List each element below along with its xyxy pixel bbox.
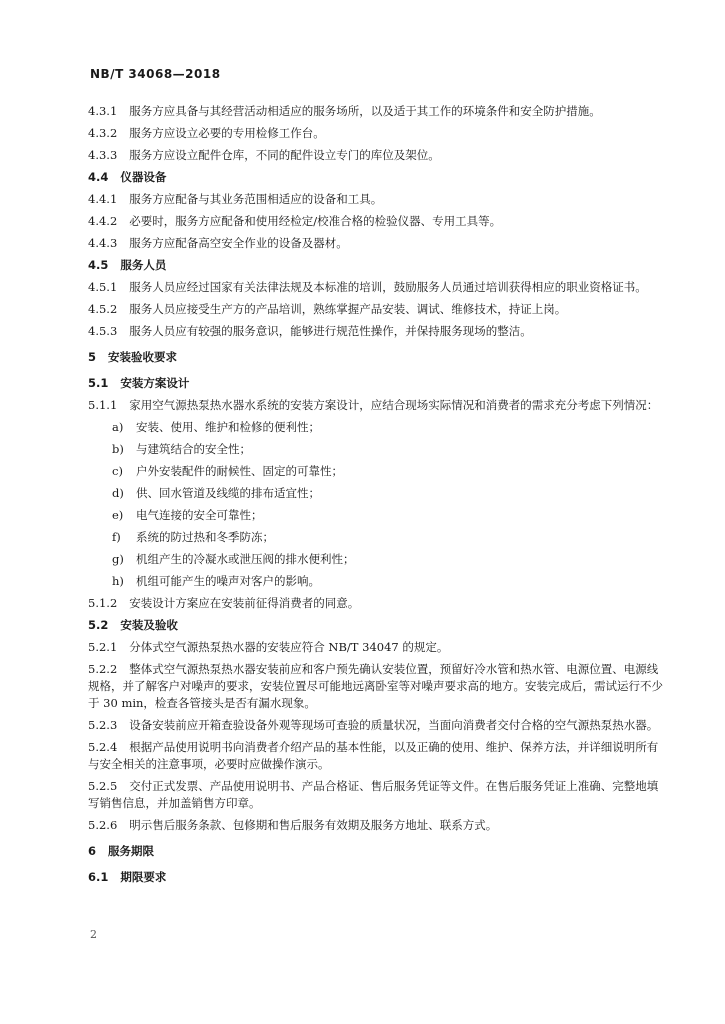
chapter-6-heading: 6 服务期限 <box>88 844 155 858</box>
document-body <box>88 103 668 891</box>
section-6-1-heading: 6.1 期限要求 <box>88 870 167 884</box>
clause-4-4-1: 4.4.1 服务方应配备与其业务范围相适应的设备和工具。 <box>88 192 383 206</box>
list-item: a) 安装、使用、维护和检修的便利性； <box>112 420 320 434</box>
standard-code-header: NB/T 34068—2018 <box>90 67 221 81</box>
list-item: d) 供、回水管道及线缆的排布适宜性； <box>112 486 320 500</box>
clause-5-1-2: 5.1.2 安装设计方案应在安装前征得消费者的同意。 <box>88 596 360 610</box>
list-item: c) 户外安装配件的耐候性、固定的可靠性； <box>112 464 343 478</box>
clause-4-4-2: 4.4.2 必要时，服务方应配备和使用经检定/校准合格的检验仪器、专用工具等。 <box>88 214 502 228</box>
list-item: f) 系统的防过热和冬季防冻； <box>112 530 274 544</box>
chapter-5-heading: 5 安装验收要求 <box>88 350 178 364</box>
section-4-5-heading: 4.5 服务人员 <box>88 258 167 272</box>
list-item: e) 电气连接的安全可靠性； <box>112 508 263 522</box>
section-5-1-heading: 5.1 安装方案设计 <box>88 376 190 390</box>
list-item: h) 机组可能产生的噪声对客户的影响。 <box>112 574 320 588</box>
clause-5-2-3: 5.2.3 设备安装前应开箱查验设备外观等现场可查验的质量状况，当面向消费者交付合格的空气源热泵热水器。 <box>88 718 659 732</box>
clause-5-2-2: 5.2.2 整体式空气源热泵热水器安装前应和客户预先确认安装位置，预留好冷水管和热水管、电源位置、电源线规格，并了解客户对噪声的要求，安装位置尽可能地远离卧室等对噪声要求高的地方。安装完成后，需试运行不少于 30 min，检查各管接头是否有漏水现象。 <box>88 662 663 710</box>
clause-5-2-5: 5.2.5 交付正式发票、产品使用说明书、产品合格证、售后服务凭证等文件。在售后服务凭证上准确、完整地填写销售信息，并加盖销售方印章。 <box>88 779 659 810</box>
clause-4-5-3: 4.5.3 服务人员应有较强的服务意识，能够进行规范性操作，并保持服务现场的整洁。 <box>88 324 532 338</box>
clause-4-3-1: 4.3.1 服务方应具备与其经营活动相适应的服务场所，以及适于其工作的环境条件和安全防护措施。 <box>88 104 601 118</box>
clause-4-5-1: 4.5.1 服务人员应经过国家有关法律法规及本标准的培训，鼓励服务人员通过培训获得相应的职业资格证书。 <box>88 280 647 294</box>
clause-4-3-3: 4.3.3 服务方应设立配件仓库，不同的配件设立专门的库位及架位。 <box>88 148 440 162</box>
clause-4-3-2: 4.3.2 服务方应设立必要的专用检修工作台。 <box>88 126 325 140</box>
list-item: g) 机组产生的冷凝水或泄压阀的排水便利性； <box>112 552 355 566</box>
clause-5-2-4: 5.2.4 根据产品使用说明书向消费者介绍产品的基本性能，以及正确的使用、维护、保养方法，并详细说明所有与安全相关的注意事项，必要时应做操作演示。 <box>88 740 659 771</box>
section-4-4-heading: 4.4 仪器设备 <box>88 170 167 184</box>
clause-5-2-1: 5.2.1 分体式空气源热泵热水器的安装应符合 NB/T 34047 的规定。 <box>88 640 449 654</box>
clause-5-1-1: 5.1.1 家用空气源热泵热水器水系统的安装方案设计，应结合现场实际情况和消费者的需求充分考虑下列情况： <box>88 398 659 412</box>
page-number: 2 <box>90 928 97 941</box>
clause-4-5-2: 4.5.2 服务人员应接受生产方的产品培训，熟练掌握产品安装、调试、维修技术，持证上岗。 <box>88 302 567 316</box>
clause-4-4-3: 4.4.3 服务方应配备高空安全作业的设备及器材。 <box>88 236 348 250</box>
section-5-2-heading: 5.2 安装及验收 <box>88 618 178 632</box>
list-item: b) 与建筑结合的安全性； <box>112 442 251 456</box>
clause-5-2-6: 5.2.6 明示售后服务条款、包修期和售后服务有效期及服务方地址、联系方式。 <box>88 818 498 832</box>
